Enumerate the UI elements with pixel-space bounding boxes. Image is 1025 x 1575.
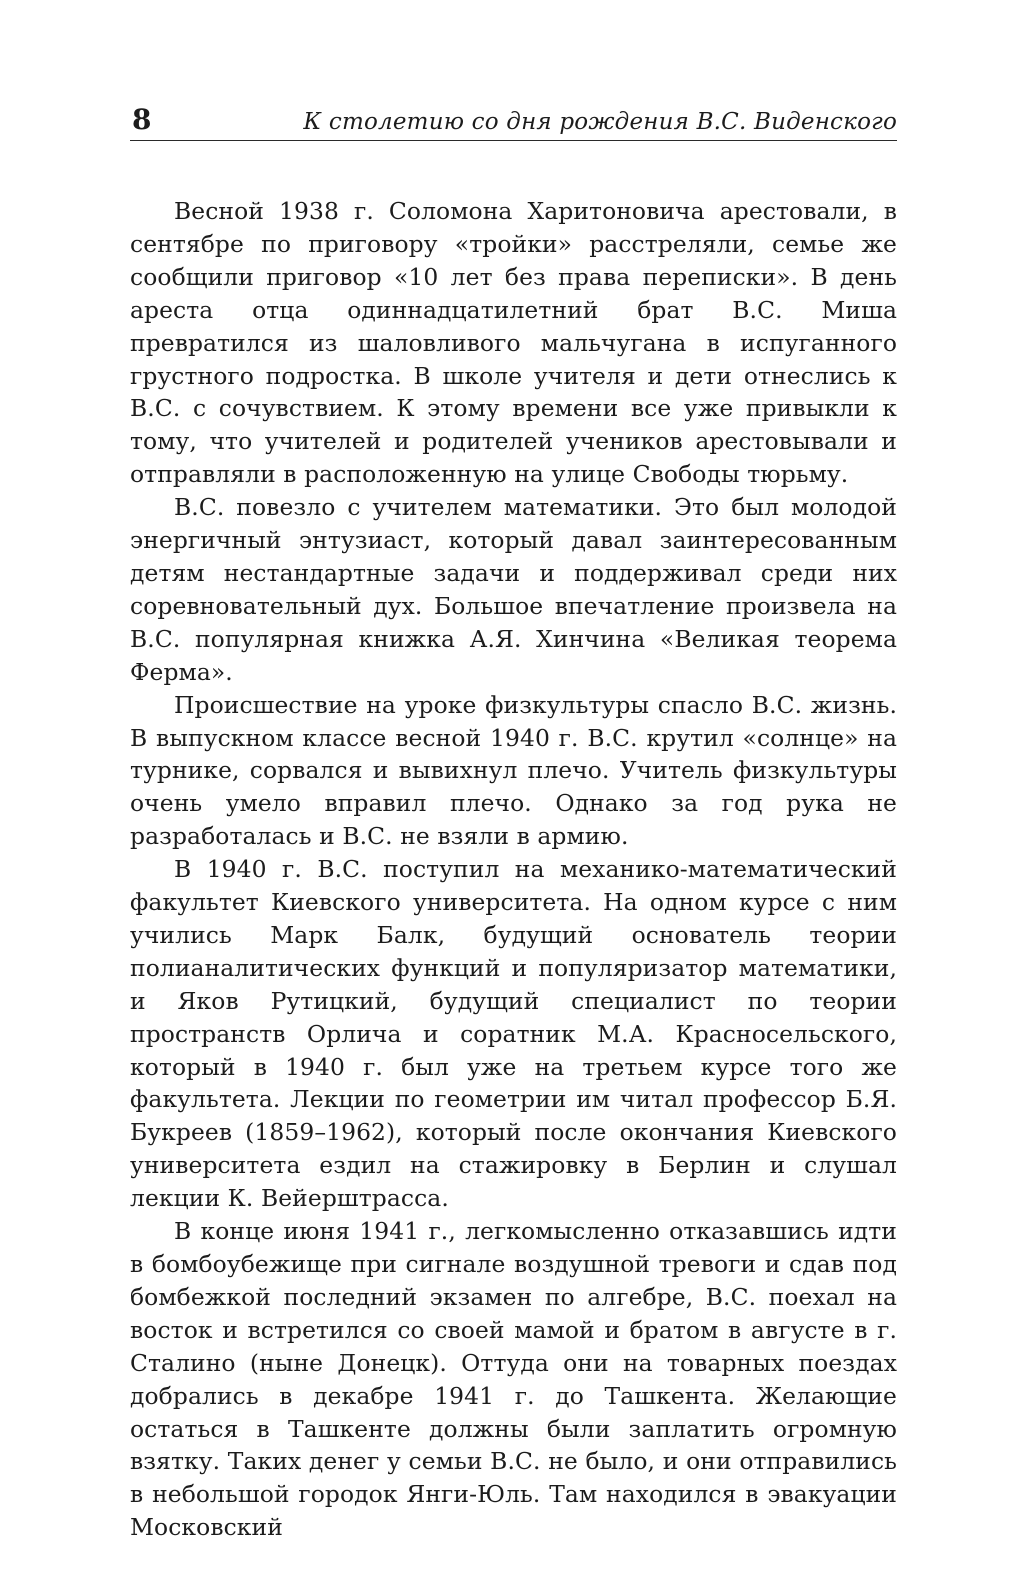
book-page — [130, 100, 897, 1542]
running-title: К столетию со дня рождения В.С. Виденского — [303, 109, 897, 135]
paragraph: Происшествие на уроке физкультуры спасло В.С. жизнь. В выпускном классе весной 1940 г. В.С. крутил «солнце» на турнике, сорвался и вывихнул плечо. Учитель физкультуры очень умело вправил плечо. Однако за год рука не разработалась и В.С. не взяли в армию. — [130, 690, 897, 851]
page-number: 8 — [132, 103, 152, 136]
paragraph: В.С. повезло с учителем математики. Это был молодой энергичный энтузиаст, который давал заинтересованным детям нестандартные задачи и поддерживал среди них соревновательный дух. Большое впечатление произвела на В.С. популярная книжка А.Я. Хинчина «Великая теорема Ферма». — [130, 493, 897, 686]
paragraph: Весной 1938 г. Соломона Харитоновича арестовали, в сентябре по приговору «тройки» расстреляли, семье же сообщили приговор «10 лет без права переписки». В день ареста отца одиннадцатилетний брат В.С. Миша превратился из шаловливого мальчугана в испуганного грустного подростка. В школе учителя и дети отнеслись к В.С. с сочувствием. К этому времени все уже привыкли к тому, что учителей и родителей учеников арестовывали и отправляли в расположенную на улице Свободы тюрьму. — [130, 197, 897, 489]
paragraph: В конце июня 1941 г., легкомысленно отказавшись идти в бомбоубежище при сигнале воздушной тревоги и сдав под бомбежкой последний экзамен по алгебре, В.С. поехал на восток и встретился со своей мамой и братом в августе в г. Сталино (ныне Донецк). Оттуда они на товарных поездах добрались в декабре 1941 г. до Ташкента. Желающие остаться в Ташкенте должны были заплатить огромную взятку. Таких денег у семьи В.С. не было, и они отправились в небольшой городок Янги-Юль. Там находился в эвакуации Московский — [130, 1217, 897, 1542]
body-text — [130, 195, 897, 1544]
paragraph: В 1940 г. В.С. поступил на механико-математический факультет Киевского университета. На одном курсе с ним учились Марк Балк, будущий основатель теории полианалитических функций и популяризатор математики, и Яков Рутицкий, будущий специалист по теории пространств Орлича и соратник М.А. Красносельского, который в 1940 г. был уже на третьем курсе того же факультета. Лекции по геометрии им читал профессор Б.Я. Букреев (1859–1962), который после окончания Киевского университета ездил на стажировку в Берлин и слушал лекции К. Вейерштрасса. — [130, 855, 897, 1213]
running-header — [130, 100, 897, 141]
